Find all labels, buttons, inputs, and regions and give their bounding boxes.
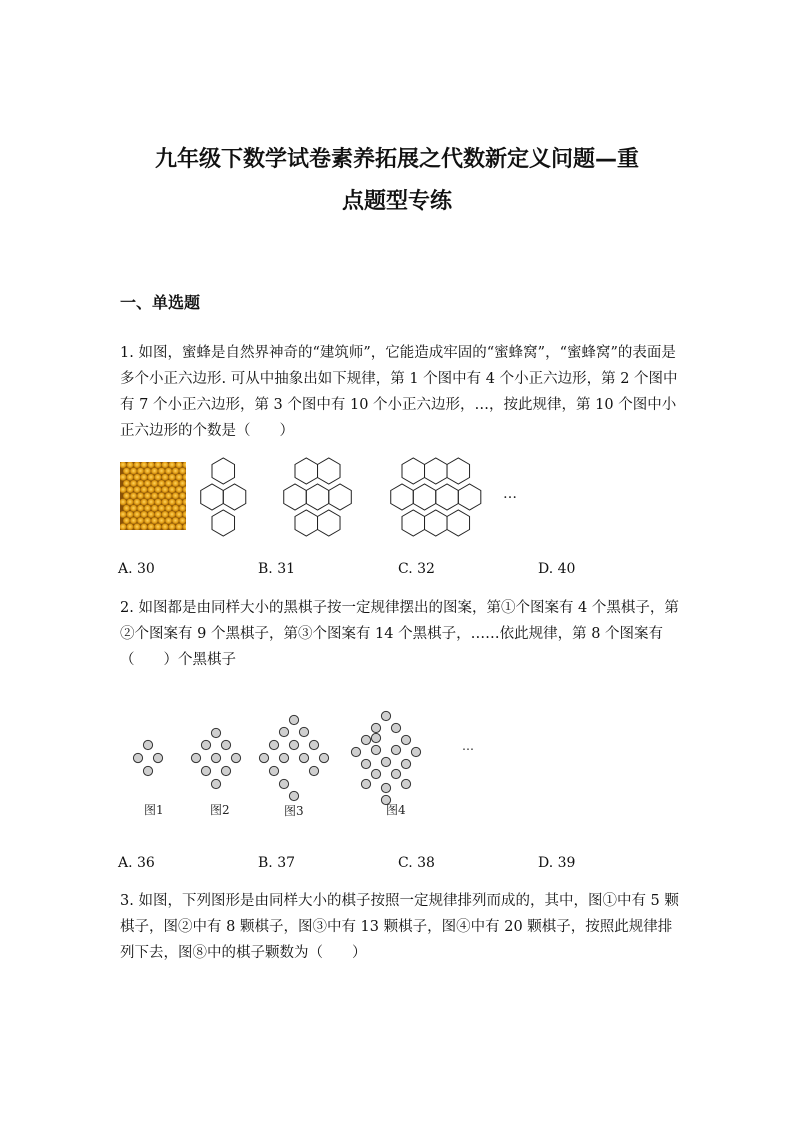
hexagon-pattern-figures bbox=[190, 452, 530, 542]
option-c[interactable]: C. 38 bbox=[398, 855, 435, 871]
stone bbox=[279, 779, 288, 788]
hexagon bbox=[436, 484, 459, 510]
stone bbox=[401, 735, 410, 744]
stone bbox=[361, 759, 370, 768]
stone bbox=[371, 769, 380, 778]
hexagon bbox=[329, 484, 352, 510]
stone bbox=[143, 766, 152, 775]
hexagon bbox=[318, 510, 341, 536]
hexagon bbox=[223, 484, 246, 510]
stone bbox=[279, 727, 288, 736]
stone bbox=[133, 753, 142, 762]
stone bbox=[411, 747, 420, 756]
hexagon bbox=[447, 458, 470, 484]
stone bbox=[289, 715, 298, 724]
figure-caption-3: 图3 bbox=[284, 804, 304, 818]
stone bbox=[401, 759, 410, 768]
question-1-text: 1. 如图，蜜蜂是自然界神奇的“建筑师”，它能造成牢固的“蜜蜂窝”，“蜜蜂窝”的表面是多个小正六边形. 可从中抽象出如下规律，第 1 个图中有 4 个小正六边形，第 2 个图中有 7 个小正六边形，第 3 个图中有 10 个小正六边形，…，按此规律，第 10 个图中小正六边形的个数是（ ） bbox=[120, 345, 678, 439]
stone bbox=[371, 733, 380, 742]
hexagon-figure-3 bbox=[391, 458, 481, 536]
stone bbox=[319, 753, 328, 762]
stone-pattern-figures bbox=[120, 708, 490, 828]
stone bbox=[211, 779, 220, 788]
figure-caption-1: 图1 bbox=[144, 803, 164, 817]
stone bbox=[361, 779, 370, 788]
stone bbox=[289, 791, 298, 800]
hexagon bbox=[425, 458, 448, 484]
page-title-line-2: 点题型专练 bbox=[341, 189, 452, 214]
question-3-text: 3. 如图，下列图形是由同样大小的棋子按照一定规律排列而成的，其中，图①中有 5 颗棋子，图②中有 8 颗棋子，图③中有 13 颗棋子，图④中有 20 颗棋子，按照此规律排列下去，图⑧中的棋子颗数为（ ） bbox=[120, 893, 679, 961]
stone bbox=[143, 740, 152, 749]
option-b[interactable]: B. 37 bbox=[258, 855, 296, 871]
hexagon bbox=[295, 510, 318, 536]
figure-caption-2: 图2 bbox=[210, 803, 230, 817]
figure-ellipsis: … bbox=[503, 486, 517, 502]
stone bbox=[289, 740, 298, 749]
stone bbox=[391, 723, 400, 732]
stone bbox=[221, 766, 230, 775]
hexagon bbox=[212, 458, 235, 484]
option-c[interactable]: C. 32 bbox=[398, 561, 435, 577]
stone bbox=[401, 779, 410, 788]
hexagon bbox=[447, 510, 470, 536]
stone bbox=[269, 766, 278, 775]
option-b[interactable]: B. 31 bbox=[258, 561, 296, 577]
hexagon bbox=[425, 510, 448, 536]
stone bbox=[191, 753, 200, 762]
stone bbox=[221, 740, 230, 749]
stone bbox=[259, 753, 268, 762]
stone bbox=[391, 769, 400, 778]
hexagon bbox=[284, 484, 307, 510]
stone bbox=[279, 753, 288, 762]
page-title-line-1: 九年级下数学试卷素养拓展之代数新定义问题—重 bbox=[154, 147, 639, 172]
stone bbox=[309, 740, 318, 749]
stone bbox=[201, 766, 210, 775]
honeycomb-photo bbox=[120, 462, 186, 530]
hexagon bbox=[201, 484, 224, 510]
hexagon bbox=[318, 458, 341, 484]
question-2-text: 2. 如图都是由同样大小的黑棋子按一定规律摆出的图案，第①个图案有 4 个黑棋子，第②个图案有 9 个黑棋子，第③个图案有 14 个黑棋子，……依此规律，第 8 个图案有（ ）个黑棋子 bbox=[120, 600, 679, 668]
hexagon bbox=[391, 484, 414, 510]
stone bbox=[351, 747, 360, 756]
option-d[interactable]: D. 40 bbox=[538, 561, 576, 577]
hexagon-figure-1 bbox=[201, 458, 246, 536]
hexagon bbox=[413, 484, 436, 510]
stone bbox=[269, 740, 278, 749]
hexagon bbox=[295, 458, 318, 484]
hexagon bbox=[402, 458, 425, 484]
stone bbox=[211, 753, 220, 762]
stone bbox=[201, 740, 210, 749]
stone bbox=[153, 753, 162, 762]
section-heading: 一、单选题 bbox=[120, 293, 201, 312]
option-a[interactable]: A. 30 bbox=[118, 561, 155, 577]
option-d[interactable]: D. 39 bbox=[538, 855, 576, 871]
stone bbox=[381, 783, 390, 792]
stone bbox=[371, 723, 380, 732]
hexagon bbox=[306, 484, 329, 510]
stone bbox=[299, 727, 308, 736]
hexagon bbox=[402, 510, 425, 536]
hexagon bbox=[212, 510, 235, 536]
figure-ellipsis: … bbox=[462, 739, 474, 753]
stone bbox=[309, 766, 318, 775]
hexagon bbox=[458, 484, 481, 510]
stone bbox=[361, 735, 370, 744]
figure-caption-4: 图4 bbox=[386, 803, 406, 817]
stone bbox=[391, 745, 400, 754]
option-a[interactable]: A. 36 bbox=[118, 855, 155, 871]
stone bbox=[381, 757, 390, 766]
stone bbox=[299, 753, 308, 762]
stone bbox=[371, 745, 380, 754]
stone bbox=[231, 753, 240, 762]
stone bbox=[381, 711, 390, 720]
hexagon-figure-2 bbox=[284, 458, 352, 536]
stone bbox=[211, 728, 220, 737]
